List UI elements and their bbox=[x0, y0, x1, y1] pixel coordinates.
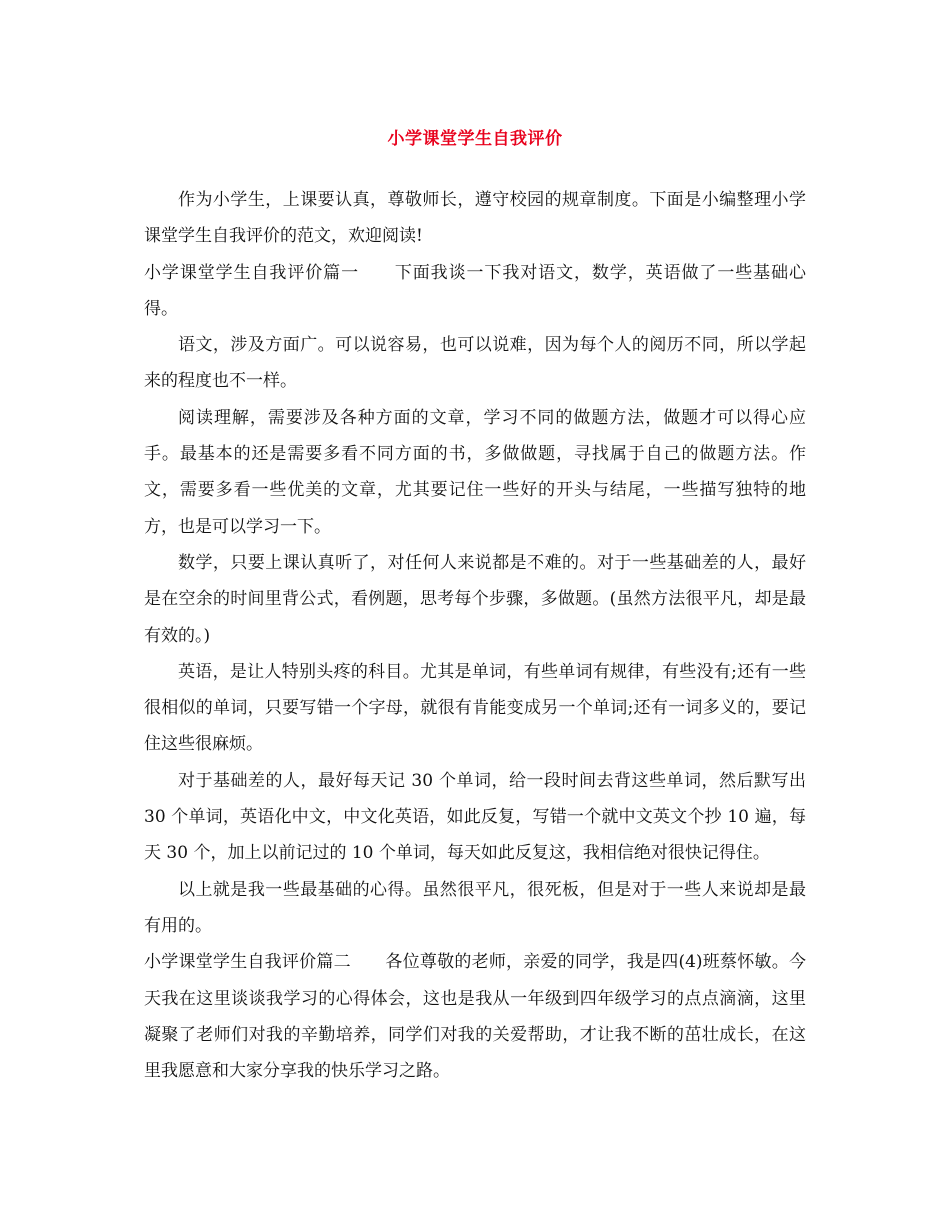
document-title: 小学课堂学生自我评价 bbox=[387, 129, 563, 149]
paragraph-summary: 以上就是我一些最基础的心得。虽然很平凡，很死板，但是对于一些人来说却是最有用的。 bbox=[144, 879, 806, 936]
paragraph-english: 英语，是让人特别头疼的科目。尤其是单词，有些单词有规律，有些没有;还有一些很相似的单词，只要写错一个字母，就很有肯能变成另一个单词;还有一词多义的，要记住这些很麻烦。 bbox=[144, 661, 806, 755]
document-body bbox=[144, 182, 806, 1089]
paragraph-reading: 阅读理解，需要涉及各种方面的文章，学习不同的做题方法，做题才可以得心应手。最基本的还是需要多看不同方面的书，多做做题，寻找属于自己的做题方法。作文，需要多看一些优美的文章，尤其要记住一些好的开头与结尾，一些描写独特的地方，也是可以学习一下。 bbox=[144, 407, 806, 537]
paragraph-chinese: 语文，涉及方面广。可以说容易，也可以说难，因为每个人的阅历不同，所以学起来的程度也不一样。 bbox=[144, 335, 806, 392]
paragraph-section-two: 小学课堂学生自我评价篇二 各位尊敬的老师，亲爱的同学，我是四(4)班蔡怀敏。今天我在这里谈谈我学习的心得体会，这也是我从一年级到四年级学习的点点滴滴，这里凝聚了老师们对我的辛勤培养，同学们对我的关爱帮助，才让我不断的茁壮成长，在这里我愿意和大家分享我的快乐学习之路。 bbox=[144, 952, 806, 1082]
paragraph-intro: 作为小学生，上课要认真，尊敬师长，遵守校园的规章制度。下面是小编整理小学课堂学生自我评价的范文，欢迎阅读! bbox=[144, 190, 806, 247]
paragraph-math: 数学，只要上课认真听了，对任何人来说都是不难的。对于一些基础差的人，最好是在空余的时间里背公式，看例题，思考每个步骤，多做题。(虽然方法很平凡，却是最有效的。) bbox=[144, 552, 806, 646]
paragraph-section-one-heading: 小学课堂学生自我评价篇一 下面我谈一下我对语文，数学，英语做了一些基础心得。 bbox=[144, 262, 806, 319]
paragraph-vocabulary: 对于基础差的人，最好每天记 30 个单词，给一段时间去背这些单词，然后默写出 30 个单词，英语化中文，中文化英语，如此反复，写错一个就中文英文个抄 10 遍，每天 30 个，加上以前记过的 10 个单词，每天如此反复这，我相信绝对很快记得住。 bbox=[144, 770, 806, 864]
